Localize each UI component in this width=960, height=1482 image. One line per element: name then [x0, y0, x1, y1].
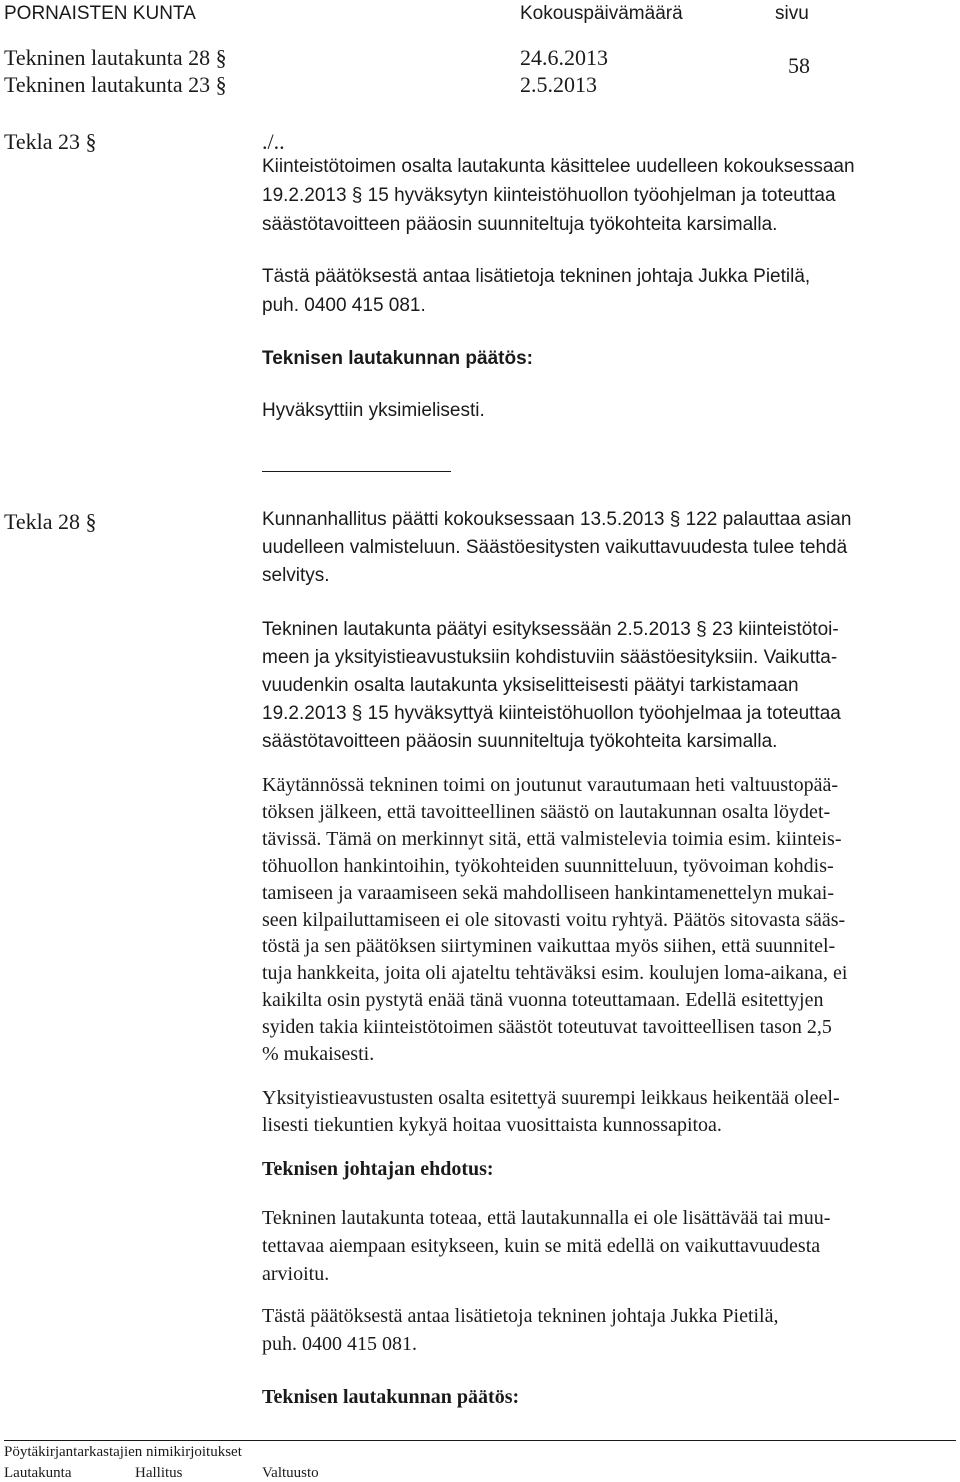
page-number: 58 — [788, 53, 810, 78]
footer-col-hallitus: Hallitus — [135, 1465, 183, 1481]
meeting-date: 2.5.2013 — [520, 72, 597, 97]
text-line: 19.2.2013 § 15 hyväksytyn kiinteistöhuollon työohjelman ja toteuttaa — [262, 185, 836, 206]
date-column-label: Kokouspäivämäärä — [520, 3, 683, 24]
text-line: seen kilpailuttamiseen ei ole sitovasti voitu ryhtyä. Päätös sitovasta sääs- — [262, 908, 846, 931]
text-line: vuudenkin osalta lautakunta yksiselitteisesti päätyi tarkistamaan — [262, 675, 799, 696]
text-line: Tekninen lautakunta päätyi esityksessään 2.5.2013 § 23 kiinteistötoi- — [262, 619, 839, 640]
text-line: meen ja yksityistieavustuksiin kohdistuviin säästöesityksiin. Vaikutta- — [262, 647, 838, 668]
text-line: töhuollon hankintoihin, työkohteiden suunnitteluun, työvoiman kohdis- — [262, 854, 834, 877]
decision-heading: Teknisen lautakunnan päätös: — [262, 348, 533, 369]
text-line: % mukaisesti. — [262, 1043, 375, 1066]
text-line: kaikilta osin pystytä enää tänä vuonna toteuttamaan. Edellä esitettyjen — [262, 989, 824, 1012]
text-line: 19.2.2013 § 15 hyväksyttyä kiinteistöhuollon työohjelmaa ja toteuttaa — [262, 703, 841, 724]
organization-name: PORNAISTEN KUNTA — [4, 3, 196, 24]
meeting-name: Tekninen lautakunta 23 § — [4, 72, 227, 97]
continuation-mark: ./.. — [262, 129, 285, 154]
text-line: Käytännössä tekninen toimi on joutunut varautumaan heti valtuustopää- — [262, 774, 838, 796]
text-line: tävissä. Tämä on merkinnyt sitä, että valmistelevia toimia esim. kiinteis- — [262, 827, 842, 850]
signatures-label: Pöytäkirjantarkastajien nimikirjoitukset — [4, 1444, 242, 1460]
text-line: puh. 0400 415 081. — [262, 295, 426, 316]
text-line: syiden takia kiinteistötoimen säästöt toteutuvat tavoitteellisen tason 2,5 — [262, 1016, 832, 1039]
text-line: Kiinteistötoimen osalta lautakunta käsittelee uudelleen kokouksessaan — [262, 156, 855, 177]
tekla28-paragraph-2 — [262, 616, 954, 756]
proposal-paragraph — [262, 1204, 954, 1288]
decision-heading: Teknisen lautakunnan päätös: — [262, 1386, 520, 1408]
tekla23-paragraph — [262, 152, 954, 239]
text-line: tuja hankkeita, joita oli ajateltu tehtäväksi esim. koulujen loma-aikana, ei — [262, 962, 848, 985]
text-line: lisesti tiekuntien kykyä hoitaa vuosittaista kunnossapitoa. — [262, 1114, 722, 1136]
text-line: säästötavoitteen pääosin suunniteltuja työkohteita karsimalla. — [262, 731, 778, 752]
tekla28-paragraph-3 — [262, 772, 954, 1068]
tekla28-paragraph-4 — [262, 1085, 954, 1139]
footer-col-valtuusto: Valtuusto — [262, 1465, 319, 1481]
meeting-date: 24.6.2013 — [520, 45, 608, 70]
meeting-name: Tekninen lautakunta 28 § — [4, 45, 227, 70]
section-label: Tekla 23 § — [4, 129, 97, 154]
decision-text: Hyväksyttiin yksimielisesti. — [262, 400, 485, 421]
section-divider — [262, 471, 451, 472]
tekla28-info — [262, 1302, 954, 1358]
tekla23-info — [262, 262, 954, 320]
proposal-heading: Teknisen johtajan ehdotus: — [262, 1158, 494, 1180]
text-line: Tästä päätöksestä antaa lisätietoja tekninen johtaja Jukka Pietilä, — [262, 266, 811, 287]
text-line: arvioitu. — [262, 1263, 330, 1285]
text-line: Kunnanhallitus päätti kokouksessaan 13.5.2013 § 122 palauttaa asian — [262, 509, 852, 530]
page-column-label: sivu — [775, 3, 809, 24]
text-line: Tästä päätöksestä antaa lisätietoja tekninen johtaja Jukka Pietilä, — [262, 1305, 779, 1327]
text-line: tamiseen ja varaamiseen sekä mahdolliseen hankintamenettelyn mukai- — [262, 881, 835, 904]
text-line: uudelleen valmisteluun. Säästöesitysten vaikuttavuudesta tulee tehdä — [262, 537, 848, 558]
text-line: töksen jälkeen, että tavoitteellinen säästö on lautakunnan osalta löydet- — [262, 800, 831, 823]
text-line: töstä ja sen päätöksen siirtyminen vaikuttaa myös siihen, että suunnitel- — [262, 935, 836, 958]
text-line: tettavaa aiempaan esitykseen, kuin se mitä edellä on vaikuttavuudesta — [262, 1235, 821, 1257]
tekla28-paragraph-1 — [262, 506, 954, 590]
text-line: säästötavoitteen pääosin suunniteltuja työkohteita karsimalla. — [262, 214, 778, 235]
text-line: selvitys. — [262, 565, 330, 586]
footer-col-lautakunta: Lautakunta — [4, 1465, 72, 1481]
footer-divider — [4, 1440, 956, 1441]
text-line: Tekninen lautakunta toteaa, että lautakunnalla ei ole lisättävää tai muu- — [262, 1207, 831, 1229]
text-line: Yksityistieavustusten osalta esitettyä suurempi leikkaus heikentää oleel- — [262, 1087, 840, 1109]
text-line: puh. 0400 415 081. — [262, 1333, 417, 1355]
section-label: Tekla 28 § — [4, 509, 97, 534]
